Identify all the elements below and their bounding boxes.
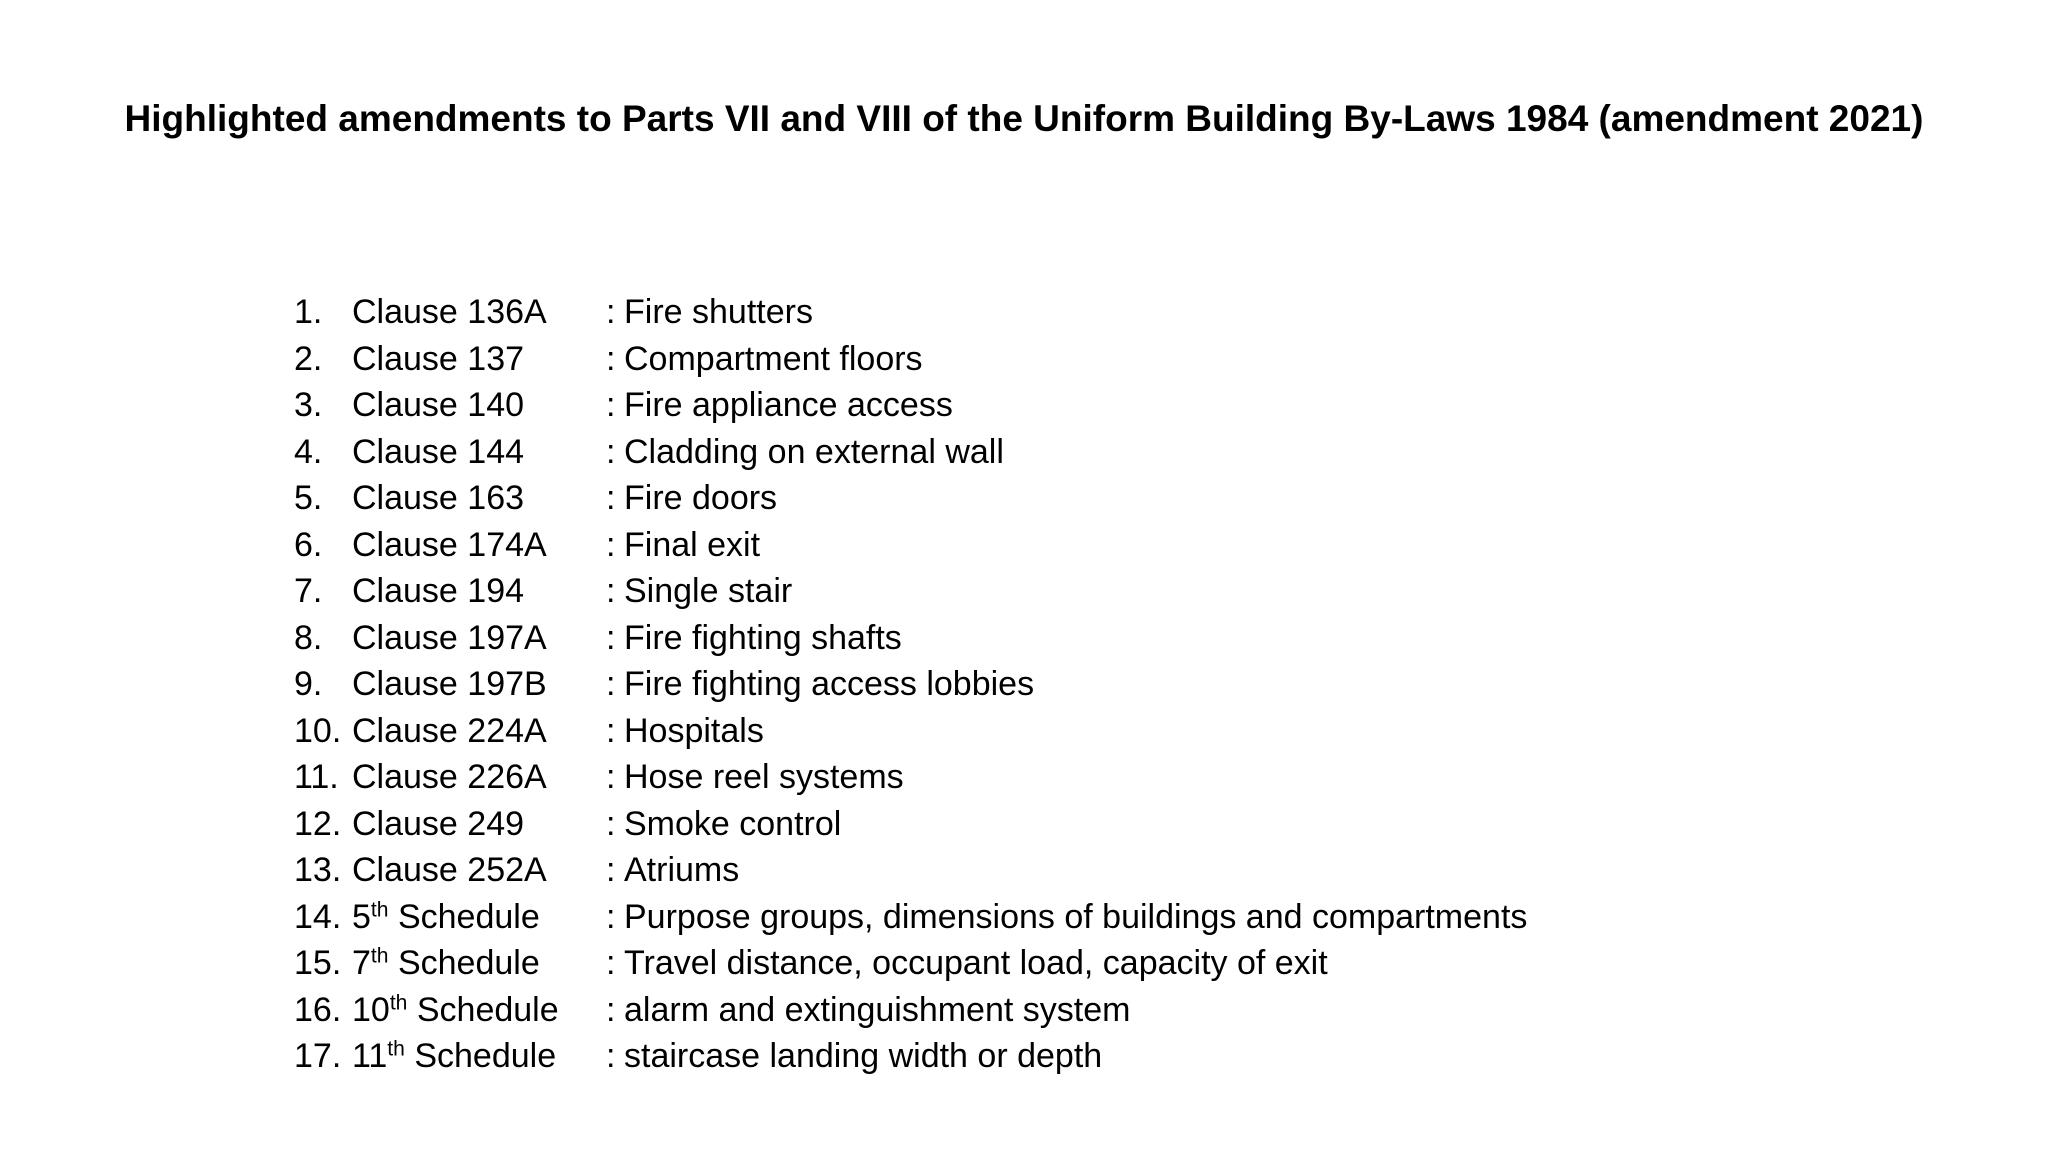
item-clause [352,289,606,336]
amendment-item [294,568,1894,615]
item-clause [352,987,606,1034]
item-description: Fire fighting access lobbies [624,665,1035,703]
item-clause [352,894,606,941]
item-separator: : [606,711,616,750]
item-number: 4. [294,432,323,471]
amendment-item [294,661,1894,708]
item-description: Final exit [624,525,761,564]
amendment-item [294,894,1894,941]
item-clause [352,708,606,755]
item-description: staircase landing width or depth [624,1037,1103,1075]
item-separator: : [606,665,616,703]
clause-main: Clause 252A [352,851,547,889]
clause-main: Clause 137 [352,339,525,378]
item-description: Purpose groups, dimensions of buildings and compartments [624,897,1528,936]
amendment-list [294,289,1894,1080]
clause-main: Clause 249 [352,804,525,843]
item-number: 2. [294,339,323,378]
item-description: Travel distance, occupant load, capacity of exit [624,944,1328,982]
clause-main: Clause 224A [352,711,547,750]
clause-suffix: Schedule [388,897,540,936]
item-description: Smoke control [624,804,842,843]
amendment-item [294,754,1894,801]
item-separator: : [606,432,616,471]
item-clause [352,382,606,429]
amendment-item [294,289,1894,336]
item-clause [352,568,606,615]
amendment-item [294,1033,1894,1080]
clause-main: Clause 197B [352,665,547,703]
item-number: 6. [294,525,323,564]
item-number: 10. [294,711,342,750]
item-description: Hospitals [624,711,764,750]
clause-main: 10 [352,990,390,1029]
clause-superscript: th [389,990,408,1014]
item-description: Atriums [624,851,740,889]
item-separator: : [606,386,616,424]
item-separator: : [606,1037,616,1075]
item-description: Single stair [624,572,793,610]
item-description: Cladding on external wall [624,432,1004,471]
clause-main: Clause 163 [352,479,525,517]
clause-main: Clause 226A [352,758,547,796]
item-number: 7. [294,572,323,610]
clause-main: Clause 136A [352,293,547,331]
item-number: 3. [294,386,323,424]
item-clause [352,336,606,383]
item-description: Fire doors [624,479,778,517]
clause-main: 7 [352,944,371,982]
item-separator: : [606,479,616,517]
item-number: 13. [294,851,342,889]
item-separator: : [606,572,616,610]
amendment-item [294,847,1894,894]
item-number: 17. [294,1037,342,1075]
item-clause [352,615,606,662]
item-description: Compartment floors [624,339,923,378]
item-separator: : [606,944,616,982]
item-separator: : [606,293,616,331]
item-number: 14. [294,897,342,936]
clause-suffix: Schedule [404,1037,557,1075]
item-number: 9. [294,665,323,703]
amendment-item [294,615,1894,662]
item-number: 16. [294,990,342,1029]
item-clause [352,801,606,848]
item-clause [352,847,606,894]
item-clause [352,429,606,476]
item-description: Fire appliance access [624,386,953,424]
item-description: alarm and extinguishment system [624,990,1131,1029]
item-clause [352,940,606,987]
clause-suffix: Schedule [388,944,540,982]
item-clause [352,754,606,801]
clause-suffix: Schedule [407,990,559,1029]
clause-main: Clause 194 [352,572,525,610]
clause-main: Clause 144 [352,432,525,471]
item-separator: : [606,990,616,1029]
item-number: 11. [294,758,339,796]
item-number: 12. [294,804,342,843]
clause-main: Clause 174A [352,525,547,564]
amendment-item [294,522,1894,569]
amendment-item [294,475,1894,522]
item-description: Fire shutters [624,293,813,331]
amendment-item [294,940,1894,987]
item-clause [352,522,606,569]
clause-main: 5 [352,897,371,936]
item-separator: : [606,618,616,657]
item-separator: : [606,897,616,936]
clause-main: 11 [352,1037,388,1075]
item-description: Hose reel systems [624,758,904,796]
amendment-item [294,382,1894,429]
item-separator: : [606,525,616,564]
clause-main: Clause 140 [352,386,525,424]
clause-superscript: th [370,897,389,921]
item-number: 8. [294,618,323,657]
amendment-item [294,429,1894,476]
clause-superscript: th [370,944,389,968]
amendment-item [294,708,1894,755]
amendment-item [294,336,1894,383]
item-separator: : [606,804,616,843]
item-description: Fire fighting shafts [624,618,902,657]
item-clause [352,661,606,708]
item-separator: : [606,851,616,889]
item-number: 5. [294,479,323,517]
amendment-item [294,801,1894,848]
amendment-item [294,987,1894,1034]
clause-main: Clause 197A [352,618,547,657]
item-number: 15. [294,944,342,982]
item-clause [352,1033,606,1080]
item-number: 1. [294,293,323,331]
item-separator: : [606,339,616,378]
clause-superscript: th [387,1037,405,1061]
slide-title: Highlighted amendments to Parts VII and VIII of the Uniform Building By-Laws 1984 (amendment 2021) [124,98,1924,139]
item-separator: : [606,758,616,796]
item-clause [352,475,606,522]
